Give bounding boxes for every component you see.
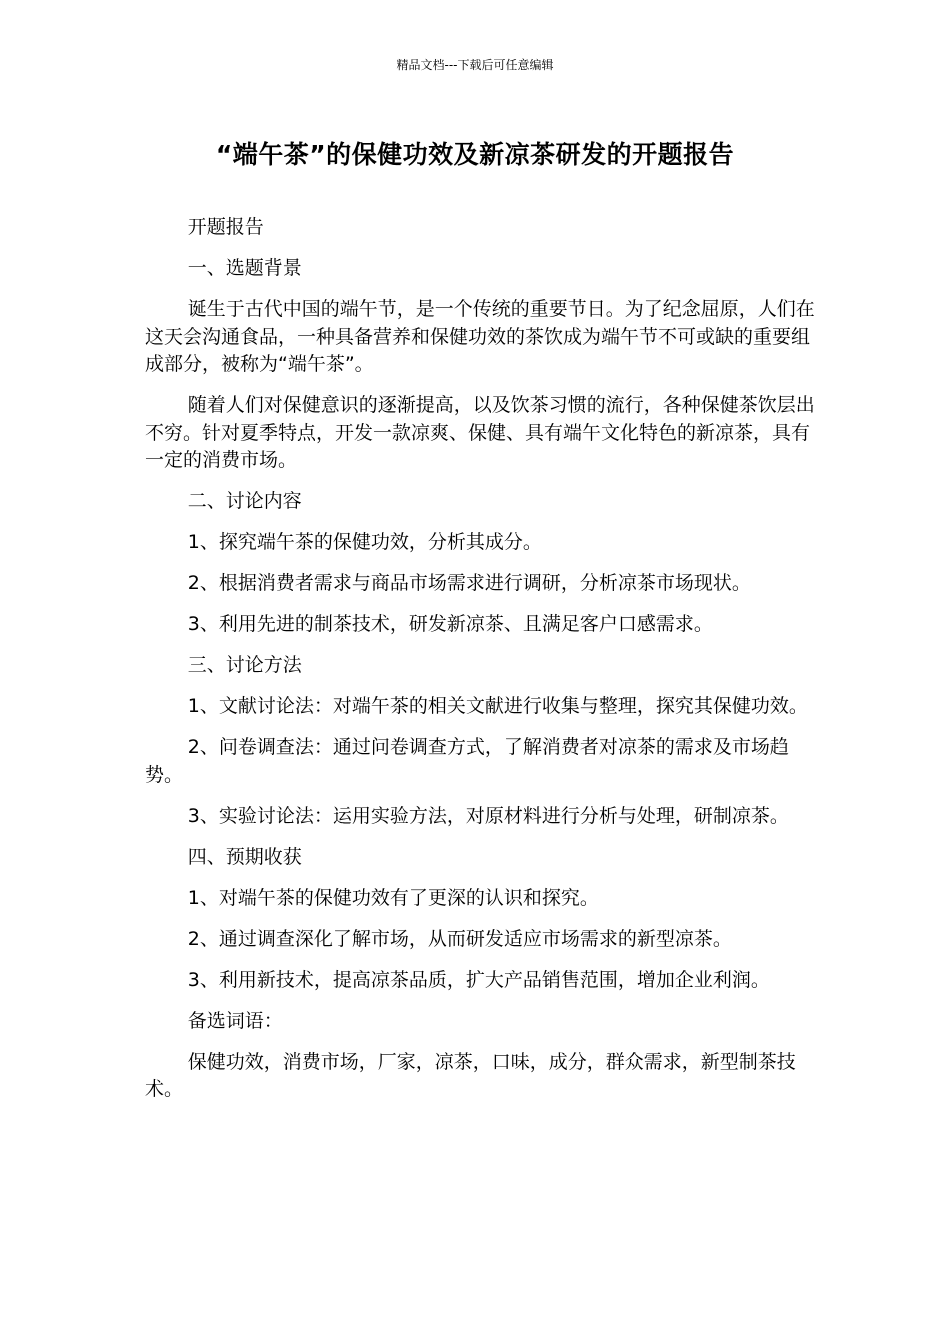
section-heading-outcomes: 四、预期收获 [187, 845, 302, 868]
paragraph-keywords: 保健功效，消费市场，厂家，凉茶，口味，成分，群众需求，新型制茶技术。 [145, 1050, 796, 1100]
section-heading-methods: 三、讨论方法 [187, 654, 302, 676]
page-header-note: 精品文档---下载后可任意编辑 [396, 58, 554, 72]
list-item-outcome-3: 3、利用新技术，提高凉茶品质，扩大产品销售范围，增加企业利润。 [187, 968, 770, 991]
paragraph-report-label: 开题报告 [187, 216, 264, 238]
document-title: “端午茶”的保健功效及新凉茶研发的开题报告 [215, 140, 735, 169]
document-body [145, 214, 825, 1117]
paragraph-background-1: 诞生于古代中国的端午节，是一个传统的重要节日。为了纪念屈原，人们在这天会沟通食品，一种具备营养和保健功效的茶饮成为端午节不可或缺的重要组成部分，被称为“端午茶”。 [145, 298, 815, 375]
section-heading-background: 一、选题背景 [187, 257, 302, 279]
list-item-content-2: 2、根据消费者需求与商品市场需求进行调研，分析凉茶市场现状。 [187, 572, 751, 594]
list-item-content-3: 3、利用先进的制茶技术，研发新凉茶、且满足客户口感需求。 [187, 613, 713, 635]
list-item-outcome-2: 2、通过调查深化了解市场，从而研发适应市场需求的新型凉茶。 [187, 927, 732, 950]
section-heading-keywords: 备选词语： [187, 1009, 283, 1032]
list-item-method-2: 2、问卷调查法：通过问卷调查方式，了解消费者对凉茶的需求及市场趋势。 [145, 736, 789, 786]
section-heading-content: 二、讨论内容 [187, 490, 302, 512]
list-item-method-3: 3、实验讨论法：运用实验方法，对原材料进行分析与处理，研制凉茶。 [187, 804, 789, 827]
paragraph-background-2: 随着人们对保健意识的逐渐提高，以及饮茶习惯的流行，各种保健茶饮层出不穷。针对夏季特点，开发一款凉爽、保健、具有端午文化特色的新凉茶，具有一定的消费市场。 [145, 394, 815, 471]
list-item-content-1: 1、探究端午茶的保健功效，分析其成分。 [187, 531, 542, 553]
list-item-method-1: 1、文献讨论法：对端午茶的相关文献进行收集与整理，探究其保健功效。 [187, 695, 808, 717]
list-item-outcome-1: 1、对端午茶的保健功效有了更深的认识和探究。 [187, 886, 599, 909]
